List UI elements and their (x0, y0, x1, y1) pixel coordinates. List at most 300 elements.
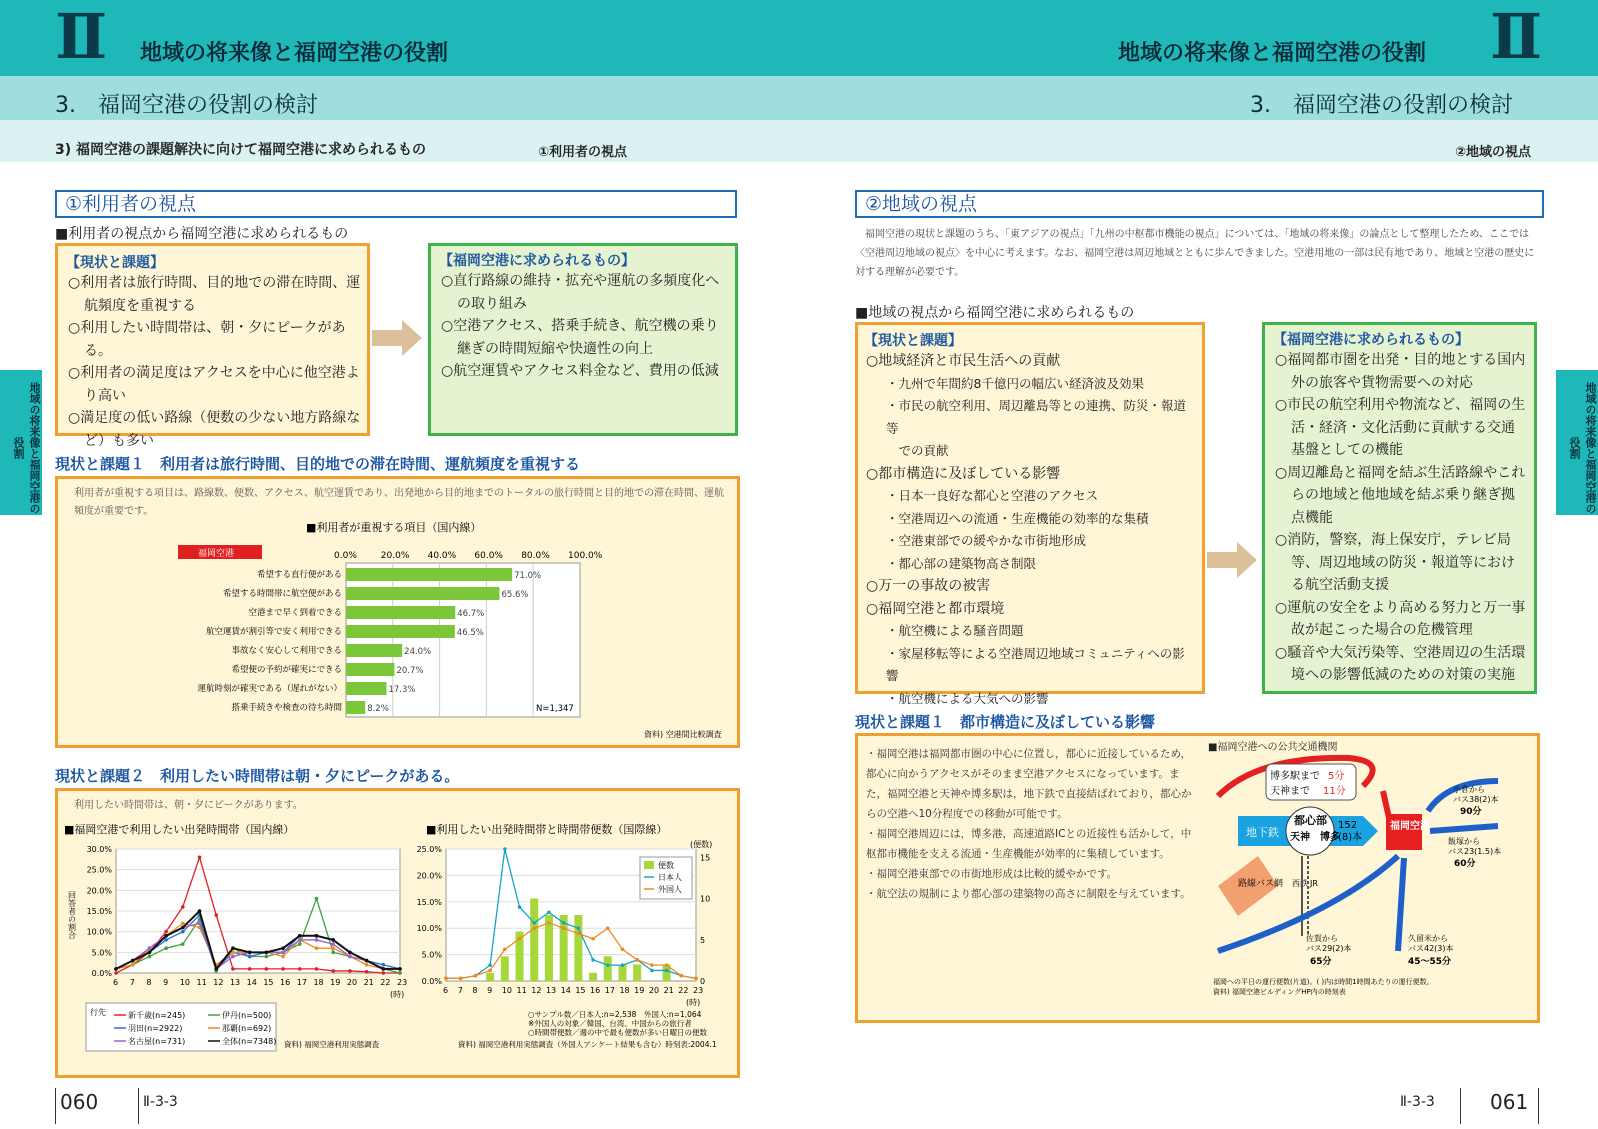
left-need-item: ○直行路線の維持・拡充や運航の多頻度化への取り組み (441, 273, 720, 312)
data-point (547, 911, 551, 915)
map-saga-bus: バス29(2)本 (1306, 944, 1352, 953)
data-point (694, 977, 698, 981)
bullet-text: ・航空法の規制により都心部の建築物の高さに制限を与えています。 (866, 888, 1191, 900)
data-point (503, 847, 507, 851)
divider (55, 1088, 56, 1124)
left-needs-head: 【福岡空港に求められるもの】 (439, 253, 635, 269)
map-callout1-value: 5分 (1328, 771, 1345, 782)
x-tick-label: 7 (457, 986, 463, 995)
chart-title: ■利用したい出発時間帯と時間帯便数（国際線） (426, 823, 668, 836)
right-arrow (1207, 540, 1259, 580)
data-point (298, 942, 302, 946)
transit-map (1198, 736, 1540, 1022)
map-iizuka: 飯塚から (1448, 837, 1480, 846)
map-saga-time: 65分 (1310, 957, 1332, 967)
right-label: ■地域の視点から福岡空港に求められるもの (855, 305, 1135, 321)
data-point (265, 951, 269, 955)
category-label: 運航時刻が確実である（遅れがない） (197, 684, 342, 694)
bar (346, 644, 402, 657)
left-issue2-text: 利用したい時間帯は、朝・夕にピークがあります。 (74, 800, 303, 811)
side-tab-left: 地域の将来像と福岡空港の役割 (0, 370, 42, 515)
left-issues-box (55, 243, 370, 449)
chapter-title-left: 地域の将来像と福岡空港の役割 (140, 41, 449, 66)
data-point (665, 969, 669, 973)
x-tick-label: 6 (113, 978, 119, 987)
data-point (315, 946, 319, 950)
map-saga: 佐賀から (1306, 934, 1338, 943)
data-point (591, 937, 595, 941)
y-tick-label: 0.0% (421, 977, 442, 986)
category-label: 希望便の予約が確実にできる (231, 665, 342, 675)
y2-tick-label: 15 (700, 853, 711, 863)
y2-tick-label: 5 (700, 935, 706, 945)
chart-note: ※外国人の対象／韓国、台湾、中国からの旅行者 (528, 1019, 692, 1028)
data-point (398, 967, 402, 971)
data-point (621, 948, 625, 952)
data-point (348, 955, 352, 959)
data-point (532, 926, 536, 930)
tick-label: 20.0% (380, 551, 410, 561)
data-point (665, 963, 669, 967)
y-tick-label: 25.0% (86, 865, 112, 875)
x-tick-label: 15 (575, 986, 586, 995)
right-issue-item: ○地域経済と市民生活への貢献 (866, 353, 1061, 369)
data-point (591, 958, 595, 962)
legend-label: 新千歳(n=245) (128, 1011, 186, 1020)
map-iizuka-bus: バス23(1.5)本 (1448, 847, 1502, 856)
data-point (164, 930, 168, 934)
page-code-right: Ⅱ-3-3 (1400, 1094, 1435, 1110)
right-need-item: ○消防，警察，海上保安庁，テレビ局等、周辺地域の防災・報道等における航空活動支援 (1275, 532, 1515, 593)
legend-label: 羽田(n=2922) (128, 1024, 183, 1033)
right-issue-subitem: での貢献 (886, 443, 949, 458)
data-point (148, 946, 152, 950)
sample-size: N=1,347 (536, 704, 574, 714)
data-point (131, 963, 135, 967)
category-label: 搭乗手続きや検査の待ち時間 (231, 703, 342, 713)
data-point (181, 926, 185, 930)
x-tick-label: 21 (363, 978, 374, 987)
x-tick-label: 17 (296, 978, 307, 987)
x-tick-label: 8 (472, 986, 478, 995)
right-needs-head: 【福岡空港に求められるもの】 (1273, 332, 1469, 348)
data-point (131, 959, 135, 963)
x-tick-label: 20 (648, 986, 660, 995)
right-need-item: ○福岡都市圏を出発・目的地とする国内外の旅客や貨物需要への対応 (1275, 352, 1526, 391)
importance-bar-chart (58, 479, 738, 747)
data-point (265, 967, 269, 971)
bar (346, 587, 500, 600)
right-issue-subitem: ・空港周辺への流通・生産機能の効率的な集積 (886, 510, 1149, 526)
data-point (198, 922, 202, 926)
data-point (281, 946, 285, 950)
x-tick-label: 9 (487, 986, 493, 995)
legend-label: 日本人 (658, 873, 682, 882)
data-point (315, 938, 319, 942)
legend-label: 全体(n=7348) (222, 1037, 277, 1046)
data-point (231, 955, 235, 959)
right-issues-list (864, 350, 1196, 710)
y2-tick-label: 0 (700, 977, 706, 986)
bar (346, 606, 455, 619)
data-point (562, 921, 566, 925)
left-need-item: ○航空運賃やアクセス料金など、費用の低減 (441, 363, 719, 379)
x-tick-label: 6 (443, 986, 449, 995)
x-tick-label: 7 (129, 978, 135, 987)
bar (633, 965, 641, 982)
data-label: 65.6% (501, 590, 529, 600)
data-point (562, 926, 566, 930)
legend-label: 名古屋(n=731) (128, 1037, 186, 1046)
y-tick-label: 5.0% (91, 948, 112, 958)
map-subway-count: 152 (1338, 820, 1358, 831)
x-tick-label: 11 (516, 986, 527, 995)
x-tick-label: 11 (196, 978, 207, 987)
map-kokura-time: 90分 (1460, 807, 1482, 817)
category-label: 希望する時間帯に航空便がある (222, 589, 342, 599)
data-point (488, 969, 492, 973)
bar (604, 956, 612, 981)
data-point (231, 967, 235, 971)
data-point (503, 948, 507, 952)
page-code-left: Ⅱ-3-3 (143, 1094, 178, 1110)
x-tick-label: 16 (590, 986, 601, 995)
legend-swatch (644, 861, 654, 869)
data-point (181, 930, 185, 934)
right-issue1-bullets (866, 744, 1196, 904)
x-tick-label: 23 (693, 986, 704, 995)
map-kokura-bus: バス38(2)本 (1453, 795, 1499, 804)
bullet-text: ・福岡空港周辺には，博多港，高速道路ICとの近接性も活かして，中枢都市機能を支える流通・生産機能が効率的に集積しています。 (866, 828, 1192, 860)
x-tick-label: 23 (397, 978, 408, 987)
left-box-title: ①利用者の視点 (55, 190, 737, 218)
data-point (331, 942, 335, 946)
bar (618, 965, 626, 982)
data-point (348, 951, 352, 955)
right-issue-subitem: ・航空機による騒音問題 (886, 623, 1024, 638)
data-point (298, 967, 302, 971)
data-point (181, 942, 185, 946)
map-callout2-value: 11分 (1323, 786, 1346, 797)
left-issue1-title: 現状と課題１ 利用者は旅行時間、目的地での滞在時間、運航頻度を重視する (55, 455, 581, 473)
data-point (679, 974, 683, 978)
left-issue-item: ○利用したい時間帯は、朝・夕にピークがある。 (68, 320, 346, 359)
data-point (164, 946, 168, 950)
data-point (518, 905, 522, 909)
right-issue-subitem: ・九州で年間約8千億円の幅広い経済波及効果 (886, 375, 1144, 391)
divider (1460, 1088, 1461, 1124)
departure-time-charts (58, 791, 738, 1077)
left-issues-head: 【現状と課題】 (66, 255, 164, 271)
data-point (381, 963, 385, 967)
data-point (365, 970, 369, 974)
right-issue1-title: 現状と課題１ 都市構造に及ぼしている影響 (855, 713, 1156, 731)
y-tick-label: 0.0% (91, 969, 112, 978)
chart-title: ■利用者が重視する項目（国内線） (306, 521, 482, 534)
data-point (444, 977, 448, 981)
divider (138, 1088, 139, 1124)
chapter-roman-right: Ⅱ (1490, 0, 1543, 73)
x-tick-label: 10 (501, 986, 513, 995)
data-point (650, 963, 654, 967)
data-point (577, 926, 581, 930)
right-issue-subitem: ・日本一良好な都心と空港のアクセス (886, 488, 1099, 503)
x-tick-label: 20 (346, 978, 358, 987)
x-tick-label: 22 (380, 978, 391, 987)
map-title: ■福岡空港への公共交通機関 (1208, 742, 1338, 753)
data-point (474, 974, 478, 978)
data-point (365, 963, 369, 967)
data-point (381, 971, 385, 975)
left-issue2-box (55, 788, 740, 1078)
right-issue-subitem: ・都心部の建築物高さ制限 (886, 555, 1037, 571)
bar (346, 663, 394, 676)
left-issue-item: ○利用者の満足度はアクセスを中心に他空港より高い (68, 365, 360, 404)
x-tick-label: 15 (263, 978, 274, 987)
data-point (459, 977, 463, 981)
y-tick-label: 30.0% (86, 845, 112, 854)
chart-title: ■福岡空港で利用したい出発時間帯（国内線） (64, 823, 295, 836)
bar (346, 701, 365, 714)
x-tick-label: 9 (163, 978, 169, 987)
map-jr: JR (1310, 879, 1318, 888)
tick-label: 0.0% (334, 551, 357, 561)
x-tick-label: 14 (560, 986, 571, 995)
data-point (381, 967, 385, 971)
data-point (248, 951, 252, 955)
bar (560, 915, 568, 981)
bar (545, 915, 553, 981)
chart-source: 資料) 福岡空港利用実態調査 (284, 1040, 380, 1049)
right-issue-subitem: ・家屋移転等による空港周辺地域コミュニティへの影響 (886, 645, 1185, 683)
map-subway: 地下鉄 (1246, 826, 1279, 839)
right-issue-subitem: ・市民の航空利用、周辺離島等との連携、防災・報道等 (886, 398, 1187, 436)
tick-label: 60.0% (474, 551, 503, 561)
data-label: 46.5% (456, 628, 484, 638)
data-point (547, 921, 551, 925)
right-issue-item: ○福岡空港と都市環境 (866, 600, 1005, 617)
data-point (214, 913, 218, 917)
data-point (114, 971, 118, 975)
chapter-roman-left: Ⅱ (55, 0, 108, 73)
divider (1538, 1088, 1539, 1124)
right-intro: 福岡空港の現状と課題のうち、「東アジアの視点」「九州の中枢都市機能の視点」については、「地域の将来像」の論点として整理したため、ここでは〈空港周辺地域の視点〉を中心に考えます。なお、福岡空港は周辺地域とともに歩んできました。空港用地の一部は民有地であり、地域と空港の歴史に対する理解が必要です。 (855, 229, 1535, 278)
bullet-text: ・福岡空港は福岡都市圏の中心に位置し，都心に近接しているため，都心に向かうアクセスがそのまま空港アクセスになっています。また，福岡空港と天神や博多駅は，地下鉄で直接結ばれており，都心からの空港へ10分程度での移動が可能です。 (866, 748, 1192, 820)
data-point (148, 951, 152, 955)
data-point (606, 963, 610, 967)
left-issue1-box (55, 476, 740, 748)
right-need-item: ○市民の航空利用や物流など、福岡の生活・経済・文化活動に貢献する交通基盤としての機能 (1275, 397, 1526, 458)
right-issue-subitem: ・空港東部での緩やかな市街地形成 (886, 533, 1087, 548)
y-axis-label: 回答者の割合 (67, 891, 77, 939)
left-tag: ①利用者の視点 (538, 145, 628, 160)
data-point (606, 926, 610, 930)
map-center: 都心部 (1294, 814, 1327, 827)
data-point (532, 921, 536, 925)
data-point (488, 963, 492, 967)
bar (501, 956, 509, 981)
tick-label: 40.0% (427, 551, 457, 561)
map-callout1: 博多駅まで (1270, 771, 1320, 782)
data-point (331, 938, 335, 942)
map-kokura: 小倉から (1453, 785, 1485, 794)
data-point (315, 934, 319, 938)
bar (574, 915, 582, 981)
map-kurume-bus: バス42(3)本 (1408, 944, 1454, 953)
left-need-item: ○空港アクセス、搭乗手続き、航空機の乗り継ぎの時間短縮や快適性の向上 (441, 318, 719, 357)
data-point (621, 963, 625, 967)
right-box-title: ②地域の視点 (855, 190, 1544, 218)
left-label: ■利用者の視点から福岡空港に求められるもの (55, 226, 349, 242)
right-issue-item: ○都市構造に及ぼしている影響 (866, 465, 1061, 482)
data-point (348, 969, 352, 973)
map-nishitetsu: 西鉄 (1292, 879, 1308, 888)
data-point (164, 934, 168, 938)
chart-note: ○サンプル数／日本人:n=2,538 外国人:n=1,064 (528, 1010, 702, 1019)
right-needs-box (1262, 322, 1537, 694)
y2-tick-label: 10 (700, 894, 711, 904)
right-need-item: ○運航の安全をより高める努力と万一事故が起こった場合の危機管理 (1275, 599, 1526, 638)
chart-source: 資料) 空港間比較調査 (644, 730, 722, 739)
x-tick-label: 10 (179, 978, 191, 987)
x-tick-label: 14 (246, 978, 257, 987)
data-label: 46.7% (457, 609, 485, 619)
data-point (398, 971, 402, 975)
data-label: 17.3% (388, 685, 416, 695)
data-point (298, 934, 302, 938)
x-tick-label: 8 (146, 978, 152, 987)
map-center-sub: 天神 博多 (1290, 832, 1340, 843)
category-label: 航空運賃が割引等で安く利用できる (205, 627, 342, 637)
data-point (281, 955, 285, 959)
data-point (248, 955, 252, 959)
category-label: 事故なく安心して利用できる (231, 646, 342, 656)
x-tick-label: 18 (619, 986, 630, 995)
right-issue1-box (855, 733, 1540, 1023)
y-tick-label: 20.0% (86, 886, 112, 896)
x-tick-label: 13 (545, 986, 557, 995)
data-point (331, 946, 335, 950)
x-unit: (時) (390, 990, 405, 999)
chart-note: ○時間帯便数／週の中で最も便数が多い日曜日の便数 (528, 1028, 708, 1037)
y-tick-label: 10.0% (86, 927, 112, 937)
data-point (518, 937, 522, 941)
data-point (164, 938, 168, 942)
bar (346, 625, 455, 638)
category-label: 空港まで早く到着できる (248, 608, 342, 618)
right-issue-subitem: ・航空機による大気への影響 (886, 690, 1049, 706)
chapter-title-right: 地域の将来像と福岡空港の役割 (1118, 41, 1427, 66)
data-point (114, 967, 118, 971)
y2-unit: (便数) (690, 840, 713, 849)
x-tick-label: 22 (678, 986, 689, 995)
x-unit: (時) (686, 998, 701, 1007)
data-label: 71.0% (514, 571, 542, 581)
data-point (298, 938, 302, 942)
data-point (198, 909, 202, 913)
data-point (148, 955, 152, 959)
y-tick-label: 20.0% (416, 871, 442, 881)
map-callout2: 天神まで (1270, 786, 1310, 797)
data-point (214, 967, 218, 971)
data-point (181, 922, 185, 926)
bar (486, 973, 494, 981)
y-tick-label: 15.0% (86, 907, 112, 916)
y-tick-label: 15.0% (416, 897, 442, 907)
data-point (331, 969, 335, 973)
bullet-text: ・福岡空港東部での市街地形成は比較的緩やかです。 (866, 868, 1118, 880)
data-point (231, 946, 235, 950)
right-need-item: ○周辺離島と福岡を結ぶ生活路線やこれらの地域と他地域を結ぶ乗り継ぎ拠点機能 (1275, 464, 1526, 526)
tick-label: 80.0% (521, 551, 550, 561)
right-issues-box (855, 322, 1205, 706)
x-tick-label: 16 (280, 978, 291, 987)
right-issue-item: ○万一の事故の被害 (866, 578, 991, 594)
section-title-left: 3. 福岡空港の役割の検討 (55, 93, 318, 118)
bar (530, 899, 538, 982)
data-point (365, 959, 369, 963)
data-point (265, 955, 269, 959)
x-tick-label: 19 (330, 978, 341, 987)
legend-head: 行先 (90, 1008, 106, 1017)
legend-label: 外国人 (658, 885, 682, 894)
x-tick-label: 12 (213, 978, 224, 987)
data-point (281, 951, 285, 955)
x-tick-label: 19 (634, 986, 645, 995)
y-tick-label: 5.0% (421, 950, 442, 960)
data-point (248, 967, 252, 971)
left-issue-item: ○利用者は旅行時間、目的地での滞在時間、運航頻度を重視する (68, 275, 361, 314)
map-airport: 福岡空港 (1390, 821, 1430, 832)
page-number-right: 061 (1490, 1090, 1529, 1114)
data-point (635, 958, 639, 962)
data-point (650, 969, 654, 973)
data-label: 24.0% (404, 647, 432, 657)
y-tick-label: 10.0% (416, 924, 442, 934)
right-issues-head: 【現状と課題】 (864, 333, 962, 349)
map-kurume-time: 45〜55分 (1408, 957, 1452, 967)
subsection-title: 3) 福岡空港の課題解決に向けて福岡空港に求められるもの (55, 142, 427, 158)
right-need-item: ○騒音や大気汚染等、空港周辺の生活環境への影響低減のための対策の実施 (1275, 644, 1526, 683)
y-tick-label: 25.0% (416, 845, 442, 854)
page-number-left: 060 (60, 1090, 99, 1114)
data-point (577, 932, 581, 936)
data-point (315, 967, 319, 971)
data-label: 20.7% (396, 666, 424, 676)
legend-label: 福岡空港 (198, 549, 235, 559)
x-tick-label: 13 (229, 978, 241, 987)
x-tick-label: 17 (604, 986, 615, 995)
x-tick-label: 12 (531, 986, 542, 995)
right-tag: ②地域の視点 (1455, 145, 1532, 160)
map-note: 福岡への平日の運行便数(片道)。( )内は時間1時間あたりの運行便数。 (1213, 978, 1434, 986)
tick-label: 100.0% (568, 551, 603, 561)
left-issue2-title: 現状と課題２ 利用したい時間帯は朝・夕にピークがある。 (55, 767, 460, 785)
data-point (198, 855, 202, 859)
chart-source: 資料) 福岡空港利用実態調査（外国人アンケート結果も含む）時刻表:2004.1 (458, 1040, 717, 1049)
side-tab-right: 地域の将来像と福岡空港の役割 (1556, 370, 1598, 515)
bar (346, 568, 512, 581)
left-needs-box (428, 243, 738, 436)
legend-label: 伊丹(n=500) (222, 1011, 272, 1020)
x-tick-label: 21 (663, 986, 674, 995)
map-iizuka-time: 60分 (1454, 859, 1476, 869)
data-label: 8.2% (367, 704, 389, 714)
map-kurume: 久留米から (1408, 934, 1448, 943)
map-bus-network: 路線バス網 (1238, 879, 1284, 889)
x-tick-label: 18 (313, 978, 324, 987)
bar (589, 973, 597, 981)
